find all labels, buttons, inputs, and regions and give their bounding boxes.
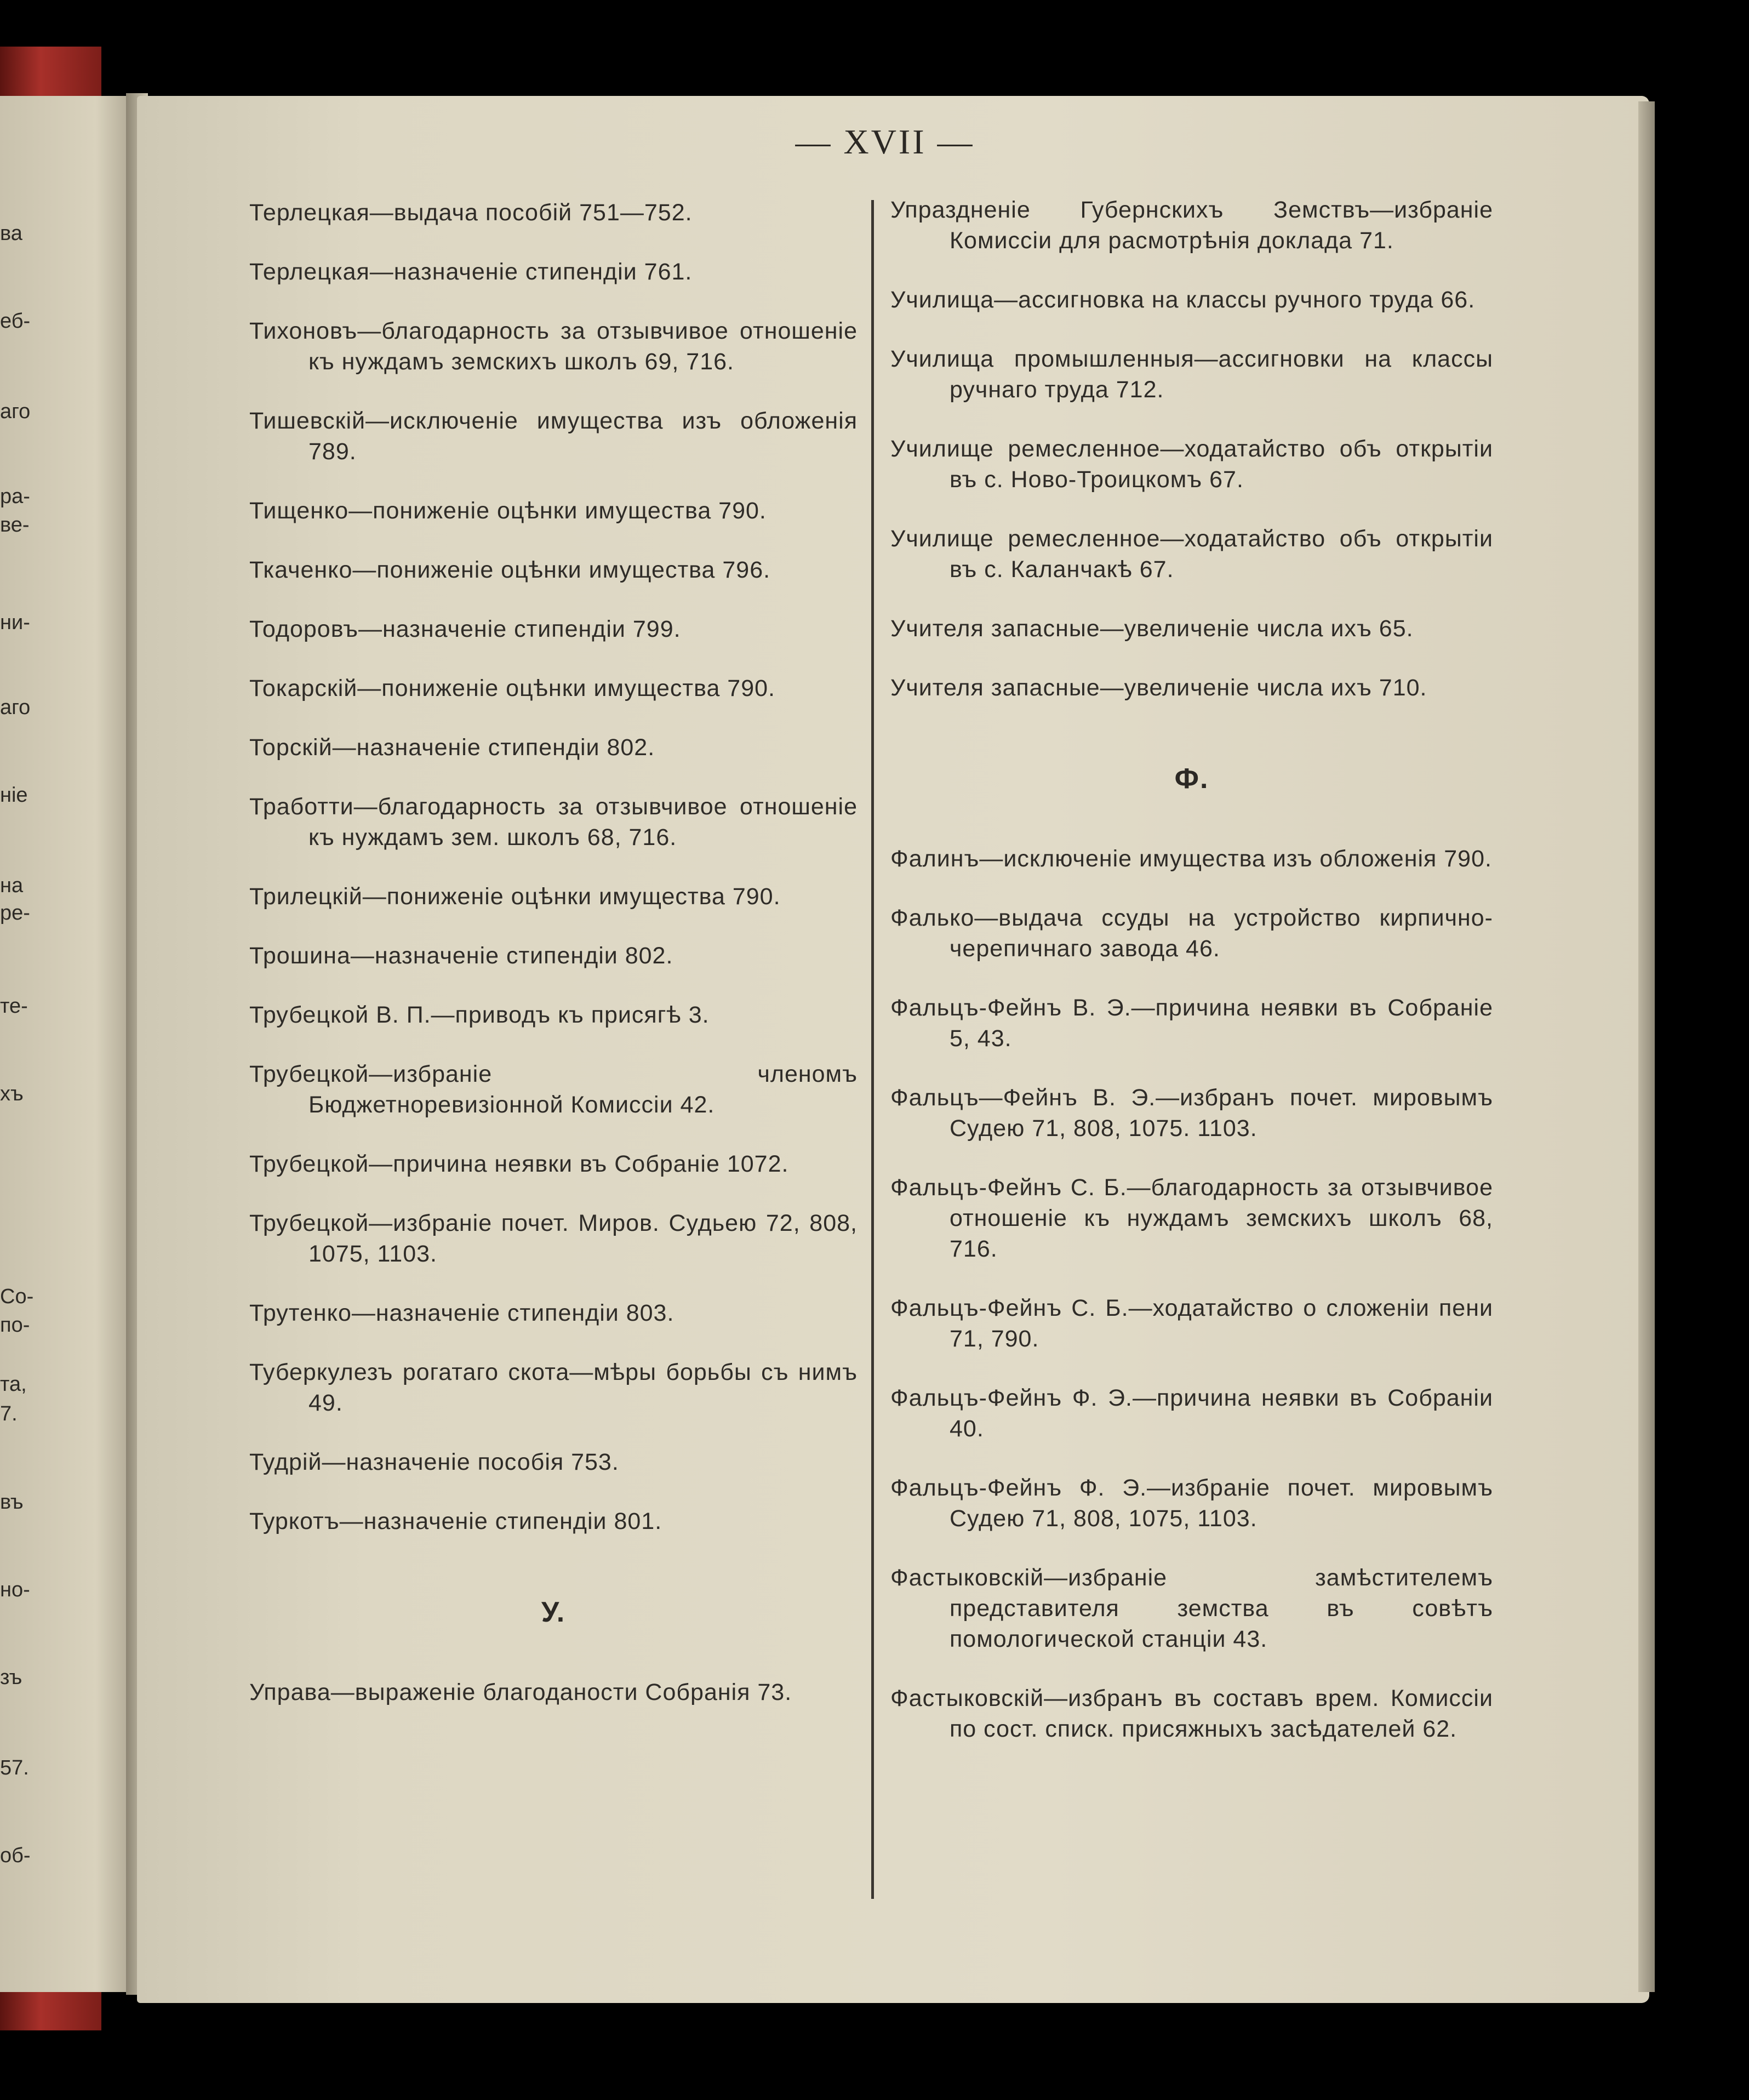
left-page-fragment: аго (0, 696, 31, 719)
page-number: — XVII — (795, 122, 975, 161)
index-entry: Тодоровъ—назначеніе стипендіи 799. (249, 616, 681, 642)
index-entry: Училище ремесленное—ходатайство объ открытіи въ с. Ново-Троицкомъ 67. (890, 436, 1493, 493)
index-entry: Туберкулезъ рогатаго скота—мѣры борьбы съ нимъ 49. (249, 1359, 858, 1416)
index-entry: Торскій—назначеніе стипендіи 802. (249, 734, 655, 761)
index-entry: Терлецкая—назначеніе стипендіи 761. (249, 259, 693, 285)
index-entry: Фастыковскій—избраніе замѣстителемъ представителя земства въ совѣтъ помологической станціи 43. (890, 1565, 1493, 1652)
section-letter: У. (541, 1596, 566, 1628)
left-page-fragment: но- (0, 1578, 30, 1601)
index-entry: Трошина—назначеніе стипендіи 802. (249, 943, 673, 969)
left-page-fragment: на (0, 874, 24, 897)
index-entry: Фальцъ-Фейнъ Ф. Э.—причина неявки въ Собраніи 40. (890, 1385, 1493, 1442)
index-entry: Тработти—благодарность за отзывчивое отношеніе къ нуждамъ зем. школъ 68, 716. (249, 794, 858, 851)
left-page-fragment: по- (0, 1314, 30, 1337)
index-entry: Терлецкая—выдача пособій 751—752. (249, 199, 693, 226)
index-entry: Училище ремесленное—ходатайство объ открытіи въ с. Каланчакѣ 67. (890, 526, 1493, 583)
left-page-fragment: ва (0, 222, 22, 245)
page-edge (1638, 101, 1655, 1992)
left-page-fragment: те- (0, 995, 28, 1018)
index-entry: Фалинъ—исключеніе имущества изъ обложенія 790. (890, 846, 1492, 872)
index-entry: Фальцъ—Фейнъ В. Э.—избранъ почет. мировымъ Судею 71, 808, 1075. 1103. (890, 1085, 1493, 1142)
index-entry: Училища промышленныя—ассигновки на классы ручнаго труда 712. (890, 346, 1493, 403)
index-entry: Трилецкій—пониженіе оцѣнки имущества 790. (249, 883, 781, 910)
index-entry: Трутенко—назначеніе стипендіи 803. (249, 1300, 675, 1326)
index-entry: Фалько—выдача ссуды на устройство кирпично-черепичнаго завода 46. (890, 905, 1493, 962)
left-page-fragment: 7. (0, 1402, 18, 1425)
index-entry: Ткаченко—пониженіе оцѣнки имущества 796. (249, 557, 771, 583)
left-page-fragment: та, (0, 1373, 27, 1396)
index-entry: Токарскій—пониженіе оцѣнки имущества 790. (249, 675, 775, 701)
index-entry: Тишевскій—исключеніе имущества изъ обложенія 789. (249, 408, 858, 465)
index-entry: Туркотъ—назначеніе стипендіи 801. (249, 1508, 662, 1534)
index-entry: Фальцъ-Фейнъ С. Б.—ходатайство о сложеніи пени 71, 790. (890, 1295, 1493, 1352)
left-page-fragment: ніе (0, 784, 28, 807)
left-page-fragment: аго (0, 400, 31, 423)
left-page-fragment: зъ (0, 1666, 22, 1689)
index-entry: Тудрій—назначеніе пособія 753. (249, 1449, 619, 1475)
left-page-fragment: еб- (0, 310, 31, 333)
index-entry: Фастыковскій—избранъ въ составъ врем. Комиссіи по сост. списк. присяжныхъ засѣдателей 62. (890, 1685, 1493, 1742)
left-page (0, 96, 137, 1992)
index-entry: Фальцъ-Фейнъ В. Э.—причина неявки въ Собраніе 5, 43. (890, 995, 1493, 1052)
index-entry: Трубецкой—причина неявки въ Собраніе 1072. (249, 1151, 789, 1177)
left-page-fragment: ра- (0, 485, 30, 508)
index-entry: Трубецкой В. П.—приводъ къ присягѣ 3. (249, 1002, 710, 1028)
left-page-fragment: въ (0, 1491, 24, 1514)
index-column-right (890, 195, 1493, 1773)
index-entry: Упраздненіе Губернскихъ Земствъ—избраніе Комиссіи для расмотрѣнія доклада 71. (890, 197, 1493, 254)
index-column-left (249, 197, 858, 1736)
left-page-fragment: Со- (0, 1285, 34, 1308)
left-page-fragment: об- (0, 1844, 31, 1867)
index-entry: Фальцъ-Фейнъ Ф. Э.—избраніе почет. мировымъ Судею 71, 808, 1075, 1103. (890, 1475, 1493, 1532)
left-page-fragment: ве- (0, 513, 30, 537)
column-divider (871, 200, 874, 1899)
section-letter: Ф. (1174, 763, 1209, 795)
index-entry: Училища—ассигновка на классы ручного труда 66. (890, 287, 1476, 313)
left-page-fragment: ни- (0, 611, 30, 634)
index-entry: Трубецкой—избраніе почет. Миров. Судьею 72, 808, 1075, 1103. (249, 1210, 858, 1267)
index-entry: Тихоновъ—благодарность за отзывчивое отношеніе къ нуждамъ земскихъ школъ 69, 716. (249, 318, 858, 375)
index-entry: Трубецкой—избраніе членомъ Бюджетноревизіонной Комиссіи 42. (249, 1061, 858, 1118)
left-page-fragment: ре- (0, 901, 30, 925)
index-entry: Управа—выраженіе благоданости Собранія 73. (249, 1679, 792, 1705)
index-entry: Учителя запасные—увеличеніе числа ихъ 65. (890, 615, 1414, 642)
index-entry: Фальцъ-Фейнъ С. Б.—благодарность за отзывчивое отношеніе къ нуждамъ земскихъ школъ 68, 716. (890, 1174, 1493, 1262)
index-entry: Учителя запасные—увеличеніе числа ихъ 710. (890, 675, 1427, 701)
index-entry: Тищенко—пониженіе оцѣнки имущества 790. (249, 498, 767, 524)
left-page-fragment: 57. (0, 1756, 29, 1779)
left-page-fragment: хъ (0, 1082, 24, 1105)
